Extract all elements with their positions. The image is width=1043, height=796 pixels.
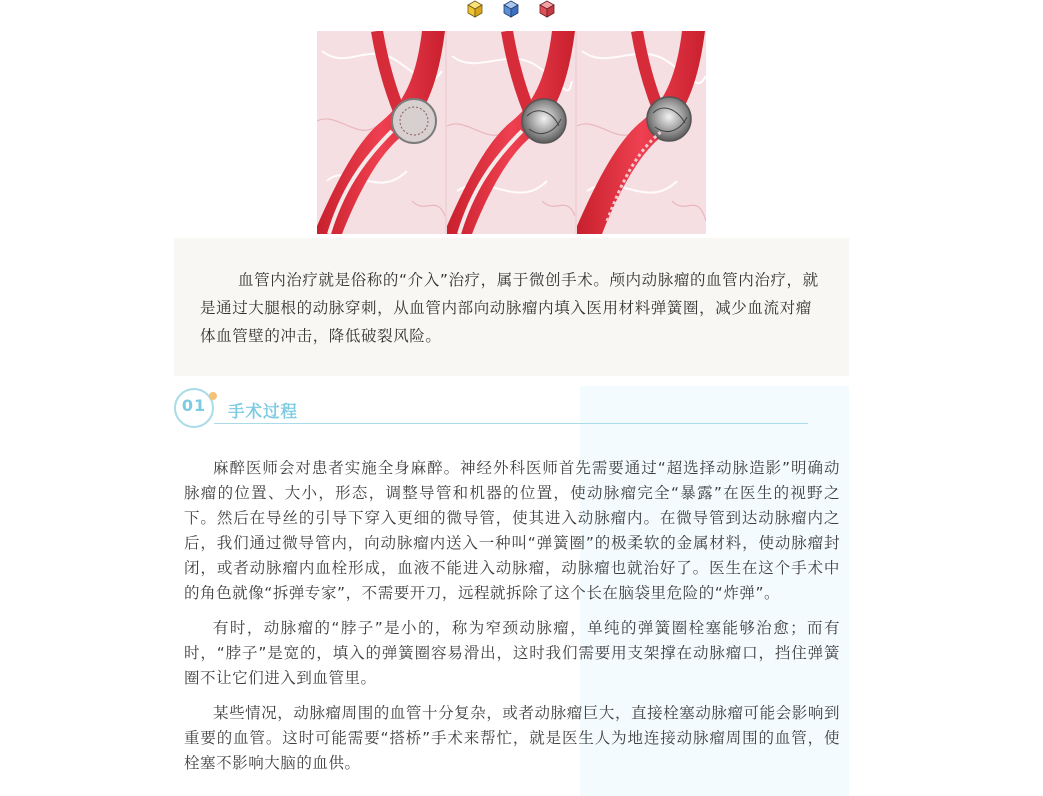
paragraph-3: 某些情况，动脉瘤周围的血管十分复杂，或者动脉瘤巨大，直接栓塞动脉瘤可能会影响到重要的血管。这时可能需要“搭桥”手术来帮忙，就是医生人为地连接动脉瘤周围的血管，使栓塞不影响大脑的血供。 (184, 704, 840, 772)
decorative-cubes (0, 0, 1043, 20)
section-body (184, 456, 840, 786)
paragraph-1: 麻醉医师会对患者实施全身麻醉。神经外科医师首先需要通过“超选择动脉造影”明确动脉瘤的位置、大小，形态，调整导管和机器的位置，使动脉瘤完全“暴露”在医生的视野之下。然后在导丝的引导下穿入更细的微导管，使其进入动脉瘤内。在微导管到达动脉瘤内之后，我们通过微导管内，向动脉瘤内送入一种叫“弹簧圈”的极柔软的金属材料，使动脉瘤封闭，或者动脉瘤内血栓形成，血液不能进入动脉瘤，动脉瘤也就治好了。医生在这个手术中的角色就像“拆弹专家”，不需要开刀，远程就拆除了这个长在脑袋里危险的“炸弹”。 (184, 459, 840, 602)
section-number: 01 (181, 396, 207, 415)
section-procedure (174, 386, 849, 796)
intro-box (174, 238, 849, 376)
section-title: 手术过程 (228, 402, 298, 421)
section-divider (214, 423, 808, 424)
red-cube-icon (538, 0, 556, 18)
aneurysm-coil-embolization-illustration (317, 31, 706, 234)
paragraph-2: 有时，动脉瘤的“脖子”是小的，称为窄颈动脉瘤，单纯的弹簧圈栓塞能够治愈；而有时，“脖子”是宽的，填入的弹簧圈容易滑出，这时我们需要用支架撑在动脉瘤口，挡住弹簧圈不让它们进入到血管里。 (184, 619, 840, 687)
intro-paragraph: 血管内治疗就是俗称的“介入”治疗，属于微创手术。颅内动脉瘤的血管内治疗，就是通过大腿根的动脉穿刺，从血管内部向动脉瘤内填入医用材料弹簧圈，减少血流对瘤体血管壁的冲击，降低破裂风险。 (200, 271, 819, 345)
yellow-cube-icon (466, 0, 484, 18)
blue-cube-icon (502, 0, 520, 18)
